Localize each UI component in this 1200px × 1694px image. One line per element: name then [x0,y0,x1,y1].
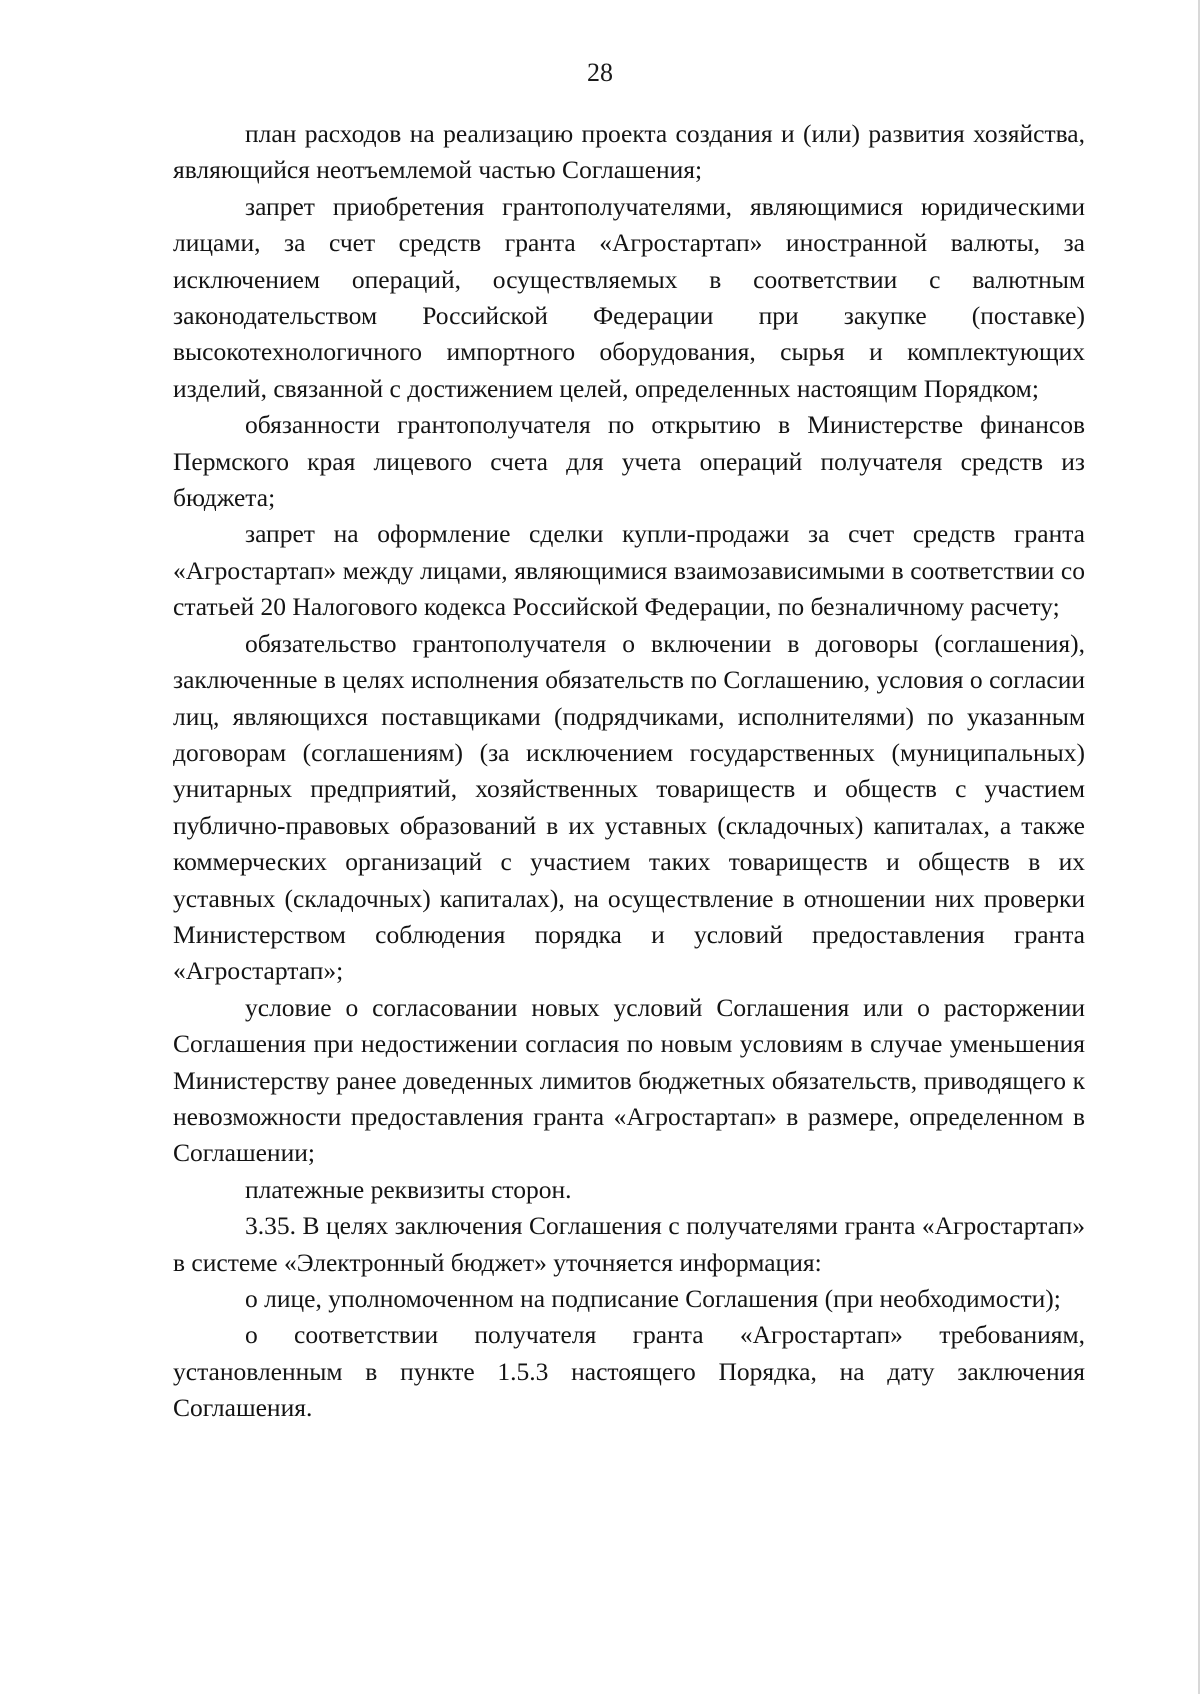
paragraph-sale-prohibition: запрет на оформление сделки купли-продажи за счет средств гранта «Агростартап» между лицами, являющимися взаимозависимыми в соответствии со статьей 20 Налогового кодекса Российской Федерации, по безналичному расчету; [173,519,1085,622]
paragraph-payment-details: платежные реквизиты сторон. [245,1174,572,1204]
paragraph-section-3-35: 3.35. В целях заключения Соглашения с получателями гранта «Агростартап» в системе «Электронный бюджет» уточняется информация: [173,1211,1085,1277]
paragraph-requirements-compliance: о соответствии получателя гранта «Агростартап» требованиям, установленным в пункте 1.5.3 настоящего Порядка, на дату заключения Соглашения. [173,1320,1085,1423]
paragraph-currency-prohibition: запрет приобретения грантополучателями, являющимися юридическими лицами, за счет средств гранта «Агростартап» иностранной валюты, за исключением операций, осуществляемых в соответствии с валютным законодательством Российской Федерации при закупке (поставке) высокотехнологичного импортного оборудования, сырья и комплектующих изделий, связанной с достижением целей, определенных настоящим Порядком; [173,191,1085,403]
paragraph-inspection-consent: обязательство грантополучателя о включении в договоры (соглашения), заключенные в целях исполнения обязательств по Соглашению, условия о согласии лиц, являющихся поставщиками (подрядчиками, исполнителями) по указанным договорам (соглашениям) (за исключением государственных (муниципальных) унитарных предприятий, хозяйственных товариществ и обществ с участием публично-правовых образований в их уставных (складочных) капиталах, а также коммерческих организаций с участием таких товариществ и обществ в их уставных (складочных) капиталах), на осуществление в отношении них проверки Министерством соблюдения порядка и условий предоставления гранта «Агростартап»; [173,628,1085,986]
paragraph-account-obligation: обязанности грантополучателя по открытию в Министерстве финансов Пермского края лицевого счета для учета операций получателя средств из бюджета; [173,410,1085,513]
paragraph-new-conditions: условие о согласовании новых условий Соглашения или о расторжении Соглашения при недостижении согласия по новым условиям в случае уменьшения Министерству ранее доведенных лимитов бюджетных обязательств, приводящего к невозможности предоставления гранта «Агростартап» в размере, определенном в Соглашении; [173,992,1085,1168]
paragraph-authorized-person: о лице, уполномоченном на подписание Соглашения (при необходимости); [245,1284,1061,1313]
paragraph-expense-plan: план расходов на реализацию проекта создания и (или) развития хозяйства, являющийся неотъемлемой частью Соглашения; [173,119,1085,185]
document-body [173,116,1085,1427]
page-number: 28 [587,58,613,87]
